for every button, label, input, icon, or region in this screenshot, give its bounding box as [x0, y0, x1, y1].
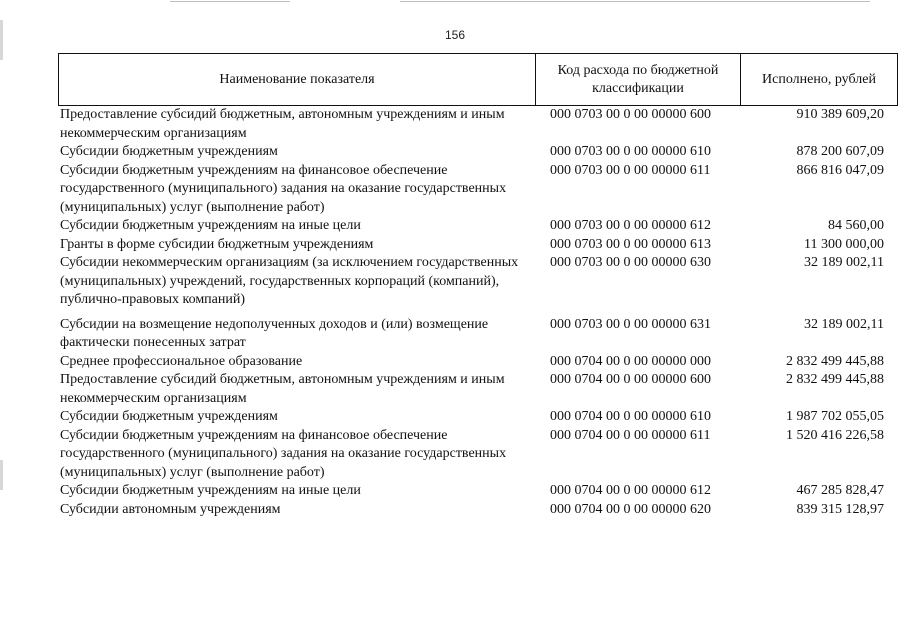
table-row: [58, 371, 898, 408]
row-name: Субсидии бюджетным учреждениям на иные цели: [60, 483, 361, 498]
header-code: Код расхода по бюджетной классификации: [536, 54, 741, 105]
row-code: 000 0703 00 0 00 00000 611: [550, 162, 711, 178]
scan-artifact: [400, 1, 870, 2]
row-amount: 878 200 607,09: [796, 144, 884, 159]
table-row: [58, 106, 898, 143]
row-name: Субсидии автономным учреждениям: [60, 501, 281, 517]
header-name: Наименование показателя: [59, 54, 536, 105]
row-code: 000 0703 00 0 00 00000 610: [550, 144, 711, 159]
row-amount: 2 832 499 445,88: [786, 353, 884, 369]
row-code: 000 0703 00 0 00 00000 630: [550, 255, 711, 270]
row-name: Субсидии бюджетным учреждениям на финансовое обеспечение государственного (муниципального) задания на оказание государственных (муниципальных) услуг (выполнение работ): [60, 162, 507, 215]
table-row: [58, 482, 898, 501]
row-amount: 2 832 499 445,88: [786, 372, 884, 387]
row-amount: 467 285 828,47: [796, 483, 884, 498]
row-code: 000 0704 00 0 00 00000 600: [550, 372, 711, 387]
row-name: Субсидии бюджетным учреждениям на финансовое обеспечение государственного (муниципального) задания на оказание государственных (муниципальных) услуг (выполнение работ): [60, 427, 507, 480]
table-row: [58, 353, 898, 372]
row-name: Субсидии бюджетным учреждениям: [60, 144, 278, 159]
row-code: 000 0704 00 0 00 00000 620: [550, 501, 711, 517]
table-row: [58, 236, 898, 255]
header-amount: Исполнено, рублей: [762, 71, 876, 87]
scan-artifact: [0, 460, 3, 490]
row-name: Субсидии на возмещение недополученных доходов и (или) возмещение фактически понесенных затрат: [60, 316, 489, 350]
row-name: Гранты в форме субсидии бюджетным учреждениям: [60, 236, 374, 252]
page-number: 156: [444, 28, 466, 42]
row-name: Субсидии некоммерческим организациям (за исключением государственных (муниципальных) учреждений, государственных корпораций (компаний), публично-правовых компаний): [60, 255, 519, 307]
row-amount: 839 315 128,97: [796, 501, 884, 517]
table-row: [58, 217, 898, 236]
table-row: [58, 162, 898, 218]
row-code: 000 0704 00 0 00 00000 611: [550, 427, 711, 443]
row-amount: 866 816 047,09: [796, 162, 884, 178]
row-amount: 11 300 000,00: [804, 236, 884, 252]
row-name: Предоставление субсидий бюджетным, автономным учреждениям и иным некоммерческим организациям: [60, 107, 505, 141]
table-row: [58, 408, 898, 427]
row-name: Субсидии бюджетным учреждениям: [60, 409, 278, 424]
row-amount: 84 560,00: [828, 218, 884, 233]
row-amount: 1 520 416 226,58: [786, 427, 884, 443]
table-row: [58, 316, 898, 353]
row-code: 000 0703 00 0 00 00000 613: [550, 236, 711, 252]
table-row: [58, 501, 898, 520]
row-amount: 32 189 002,11: [804, 316, 884, 332]
row-amount: 32 189 002,11: [804, 255, 884, 270]
table-body: [58, 106, 898, 519]
row-name: Среднее профессиональное образование: [60, 353, 303, 369]
row-amount: 910 389 609,20: [796, 107, 884, 122]
row-code: 000 0703 00 0 00 00000 612: [550, 218, 711, 233]
table-row: [58, 254, 898, 310]
table-row: [58, 143, 898, 162]
row-code: 000 0704 00 0 00 00000 000: [550, 353, 711, 369]
row-name: Субсидии бюджетным учреждениям на иные цели: [60, 218, 361, 233]
table-header: [58, 53, 898, 106]
row-code: 000 0703 00 0 00 00000 631: [550, 316, 711, 332]
row-code: 000 0704 00 0 00 00000 612: [550, 483, 711, 498]
row-name: Предоставление субсидий бюджетным, автономным учреждениям и иным некоммерческим организациям: [60, 372, 505, 406]
row-code: 000 0704 00 0 00 00000 610: [550, 409, 711, 424]
budget-table: [58, 53, 898, 519]
scan-artifact: [170, 1, 290, 2]
table-row: [58, 427, 898, 483]
row-amount: 1 987 702 055,05: [786, 409, 884, 424]
row-code: 000 0703 00 0 00 00000 600: [550, 107, 711, 122]
